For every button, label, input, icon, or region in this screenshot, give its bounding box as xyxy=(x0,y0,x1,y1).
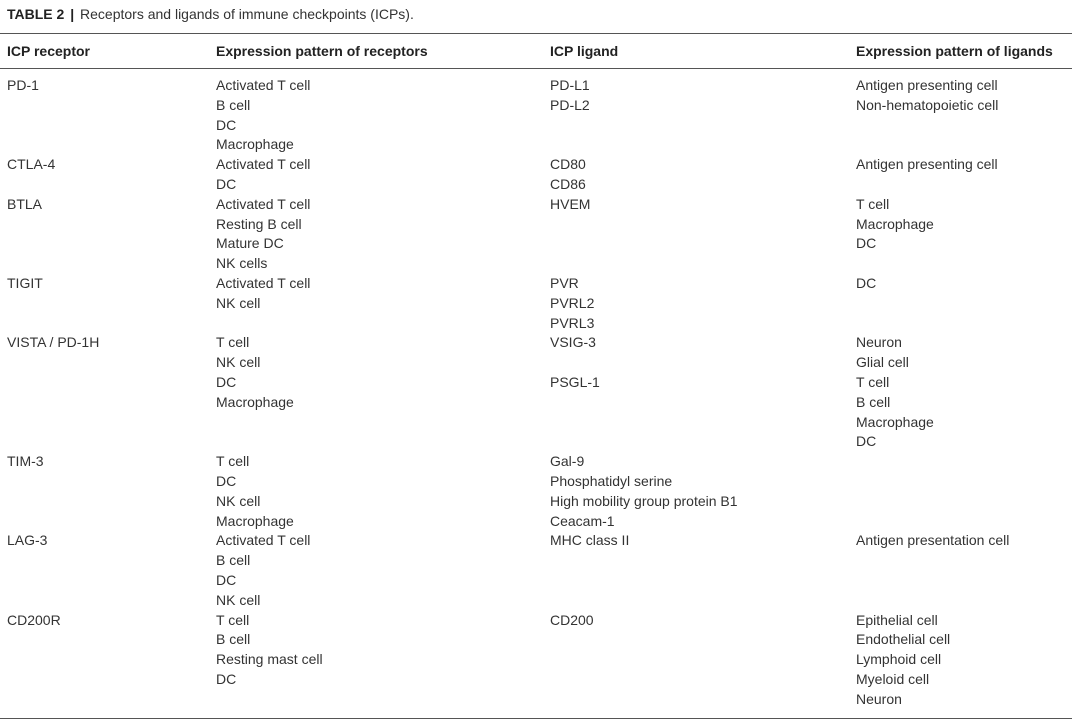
cell-line: B cell xyxy=(856,393,891,410)
table-number: TABLE 2 xyxy=(7,6,65,22)
cell-line: High mobility group protein B1 xyxy=(550,492,738,509)
ligand-cell xyxy=(550,195,590,215)
ligand-cell xyxy=(550,274,594,333)
cell-line: DC xyxy=(856,275,877,291)
cell-line: Resting mast cell xyxy=(216,651,323,668)
receptor-cell xyxy=(7,531,47,551)
cell-line: Non-hematopoietic cell xyxy=(856,96,999,113)
caption-separator: | xyxy=(70,6,75,22)
receptor-cell xyxy=(7,274,43,294)
table-bottom-rule xyxy=(0,718,1072,719)
cell-line: Macrophage xyxy=(856,215,934,232)
cell-line: CTLA-4 xyxy=(7,156,56,173)
ligand-expression-cell xyxy=(856,333,934,452)
cell-line: CD200 xyxy=(550,611,594,628)
ligand-cell xyxy=(550,155,586,195)
cell-line: Gal-9 xyxy=(550,453,585,470)
cell-line: PSGL-1 xyxy=(550,373,600,390)
cell-line: LAG-3 xyxy=(7,532,48,549)
cell-line: PVR xyxy=(550,275,579,291)
cell-line: Activated T cell xyxy=(216,532,311,549)
header-icp-ligand: ICP ligand xyxy=(550,43,619,59)
table-header-rule xyxy=(0,68,1072,69)
cell-line: Neuron xyxy=(856,334,902,351)
cell-line: PVRL2 xyxy=(550,294,595,311)
receptor-expression-cell xyxy=(216,76,310,155)
cell-line: DC xyxy=(216,571,237,588)
cell-line: T cell xyxy=(216,453,250,470)
cell-line: PD-1 xyxy=(7,77,39,93)
cell-line: Epithelial cell xyxy=(856,611,938,628)
cell-line: BTLA xyxy=(7,195,43,212)
table-top-rule xyxy=(0,33,1072,34)
header-receptor-expression: Expression pattern of receptors xyxy=(216,43,428,59)
cell-line: Activated T cell xyxy=(216,77,311,93)
cell-line: Ceacam-1 xyxy=(550,512,615,529)
cell-line: Macrophage xyxy=(216,393,294,410)
receptor-expression-cell xyxy=(216,195,310,274)
receptor-cell xyxy=(7,76,39,96)
cell-line: PD-L1 xyxy=(550,77,590,93)
receptor-expression-cell xyxy=(216,333,294,412)
cell-line: Phosphatidyl serine xyxy=(550,472,673,489)
cell-line: TIGIT xyxy=(7,275,43,291)
receptor-cell xyxy=(7,611,61,631)
caption-text: Receptors and ligands of immune checkpoints (ICPs). xyxy=(80,6,414,22)
cell-line: Macrophage xyxy=(216,512,294,529)
cell-line: Glial cell xyxy=(856,354,909,371)
cell-line: DC xyxy=(216,670,237,687)
receptor-cell xyxy=(7,155,55,175)
header-icp-receptor: ICP receptor xyxy=(7,43,90,59)
ligand-expression-cell xyxy=(856,76,998,116)
cell-line: DC xyxy=(856,433,877,450)
ligand-cell xyxy=(550,531,629,551)
receptor-cell xyxy=(7,452,44,472)
receptor-expression-cell xyxy=(216,452,294,531)
ligand-expression-cell xyxy=(856,274,876,294)
cell-line: CD86 xyxy=(550,175,586,192)
ligand-cell xyxy=(550,333,600,392)
ligand-expression-cell xyxy=(856,195,934,254)
cell-line: NK cell xyxy=(216,294,261,311)
receptor-expression-cell xyxy=(216,531,310,610)
cell-line: TIM-3 xyxy=(7,453,44,470)
cell-line: DC xyxy=(216,373,237,390)
cell-line: CD200R xyxy=(7,611,61,628)
ligand-expression-cell xyxy=(856,531,1009,551)
cell-line: Macrophage xyxy=(856,413,934,430)
cell-line: PVRL3 xyxy=(550,314,595,331)
cell-line: Macrophage xyxy=(216,136,294,153)
receptor-expression-cell xyxy=(216,611,323,690)
cell-line xyxy=(550,353,600,373)
cell-line: Antigen presenting cell xyxy=(856,156,998,173)
table-caption xyxy=(7,6,414,22)
cell-line: Mature DC xyxy=(216,235,284,252)
receptor-expression-cell xyxy=(216,155,310,195)
cell-line: Activated T cell xyxy=(216,156,311,173)
cell-line: NK cell xyxy=(216,354,261,371)
cell-line: B cell xyxy=(216,552,251,569)
cell-line: NK cell xyxy=(216,591,261,608)
cell-line: CD80 xyxy=(550,156,586,173)
cell-line: Myeloid cell xyxy=(856,670,930,687)
cell-line: Antigen presenting cell xyxy=(856,77,998,93)
cell-line: Activated T cell xyxy=(216,195,311,212)
cell-line: NK cells xyxy=(216,255,268,272)
cell-line: PD-L2 xyxy=(550,96,590,113)
cell-line: Activated T cell xyxy=(216,275,311,291)
ligand-cell xyxy=(550,452,738,531)
cell-line: Neuron xyxy=(856,690,902,707)
cell-line: MHC class II xyxy=(550,532,630,549)
ligand-expression-cell xyxy=(856,155,998,175)
cell-line: DC xyxy=(216,472,237,489)
cell-line: Resting B cell xyxy=(216,215,302,232)
receptor-expression-cell xyxy=(216,274,310,314)
cell-line: Antigen presentation cell xyxy=(856,532,1010,549)
cell-line: NK cell xyxy=(216,492,261,509)
cell-line: T cell xyxy=(216,611,250,628)
cell-line: DC xyxy=(216,116,237,133)
ligand-cell xyxy=(550,611,594,631)
cell-line: DC xyxy=(856,235,877,252)
cell-line: T cell xyxy=(856,373,890,390)
receptor-cell xyxy=(7,333,99,353)
header-ligand-expression: Expression pattern of ligands xyxy=(856,43,1053,59)
cell-line: Endothelial cell xyxy=(856,631,951,648)
cell-line: VSIG-3 xyxy=(550,334,596,351)
cell-line: B cell xyxy=(216,96,251,113)
cell-line: T cell xyxy=(856,195,890,212)
cell-line: VISTA / PD-1H xyxy=(7,334,100,351)
ligand-expression-cell xyxy=(856,611,950,710)
cell-line: B cell xyxy=(216,631,251,648)
receptor-cell xyxy=(7,195,42,215)
cell-line: DC xyxy=(216,175,237,192)
ligand-cell xyxy=(550,76,590,116)
cell-line: T cell xyxy=(216,334,250,351)
cell-line: Lymphoid cell xyxy=(856,651,942,668)
cell-line: HVEM xyxy=(550,195,591,212)
